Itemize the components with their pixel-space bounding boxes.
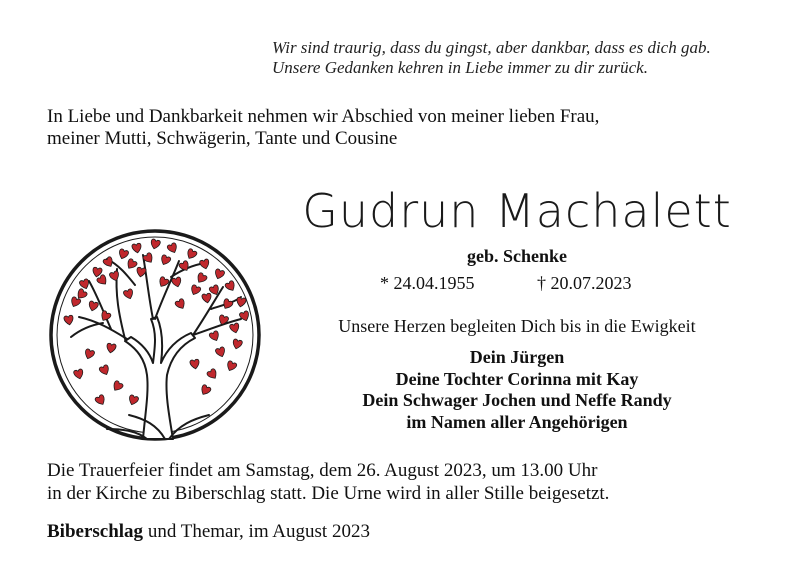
motto-line-1: Wir sind traurig, dass du gingst, aber dankbar, dass es dich gab.: [272, 38, 711, 57]
leaf-icon: [239, 310, 251, 322]
leaf-icon: [199, 259, 210, 270]
leaf-icon: [185, 248, 198, 261]
leaf-icon: [88, 301, 99, 312]
death-date: † 20.07.2023: [537, 273, 632, 293]
closing-rest: und Themar, im August 2023: [143, 521, 370, 542]
leaf-icon: [136, 267, 147, 278]
leaf-icon: [83, 348, 95, 360]
service-line-1: Die Trauerfeier findet am Samstag, dem 26. August 2023, um 13.00 Uhr: [47, 460, 598, 481]
leaf-icon: [213, 268, 225, 280]
leaf-icon: [217, 314, 229, 326]
mourners-list: [272, 347, 762, 433]
leaf-icon: [209, 330, 221, 342]
leaf-icon: [109, 270, 121, 282]
leaf-icon: [64, 315, 75, 326]
leaf-icon: [236, 297, 247, 308]
leaf-icon: [99, 364, 111, 376]
intro-line-2: meiner Mutti, Schwägerin, Tante und Cousine: [47, 128, 398, 149]
leaf-icon: [232, 339, 243, 350]
leaf-icon: [159, 254, 171, 266]
mourner-line: Dein Schwager Jochen und Neffe Randy: [362, 390, 672, 410]
leaf-icon: [94, 394, 107, 407]
intro-line-1: In Liebe und Dankbarkeit nehmen wir Abschied von meiner lieben Frau,: [47, 106, 600, 127]
leaf-icon: [132, 243, 143, 254]
closing-line: [47, 520, 767, 543]
leaf-icon: [99, 310, 112, 323]
motto-quote: [272, 38, 772, 78]
mourner-line: im Namen aller Angehörigen: [406, 411, 628, 432]
tree-of-life-icon: [45, 225, 265, 445]
leaf-icon: [117, 248, 129, 260]
leaf-icon: [206, 368, 219, 381]
leaf-icon: [111, 380, 124, 393]
leaf-icon: [202, 293, 213, 304]
leaf-icon: [199, 384, 212, 397]
leaf-icon: [174, 298, 187, 311]
leaf-icon: [215, 346, 227, 358]
verse-line: Unsere Herzen begleiten Dich bis in die Ewigkeit: [338, 316, 696, 336]
leaf-icon: [150, 239, 161, 250]
leaf-icon: [225, 360, 237, 372]
leaf-icon: [125, 258, 138, 271]
leaf-icon: [127, 394, 139, 406]
mourner-line: Dein Jürgen: [469, 347, 565, 367]
leaf-icon: [224, 280, 237, 293]
leaf-icon: [189, 284, 201, 296]
mourner-line: Deine Tochter Corinna mit Kay: [395, 368, 639, 389]
birth-name: geb. Schenke: [466, 246, 567, 266]
tree-trunk: [125, 317, 195, 439]
leaf-icon: [195, 272, 208, 285]
closing-place: Biberschlag: [47, 521, 144, 542]
leaf-icon: [73, 369, 84, 380]
intro-text: [47, 106, 767, 150]
leaf-icon: [167, 242, 179, 254]
birth-date: * 24.04.1955: [380, 273, 475, 293]
deceased-name: Gudrun Machalett: [302, 184, 732, 238]
leaf-icon: [190, 359, 201, 370]
leaf-icon: [229, 323, 240, 334]
service-info: [47, 459, 787, 505]
leaf-icon: [106, 343, 117, 354]
leaf-icon: [123, 288, 135, 300]
tree-of-life-illustration: [45, 225, 265, 445]
service-line-2: in der Kirche zu Biberschlag statt. Die Urne wird in aller Stille beigesetzt.: [47, 483, 610, 504]
motto-line-2: Unsere Gedanken kehren in Liebe immer zu dir zurück.: [272, 58, 648, 77]
leaf-icon: [171, 277, 182, 288]
